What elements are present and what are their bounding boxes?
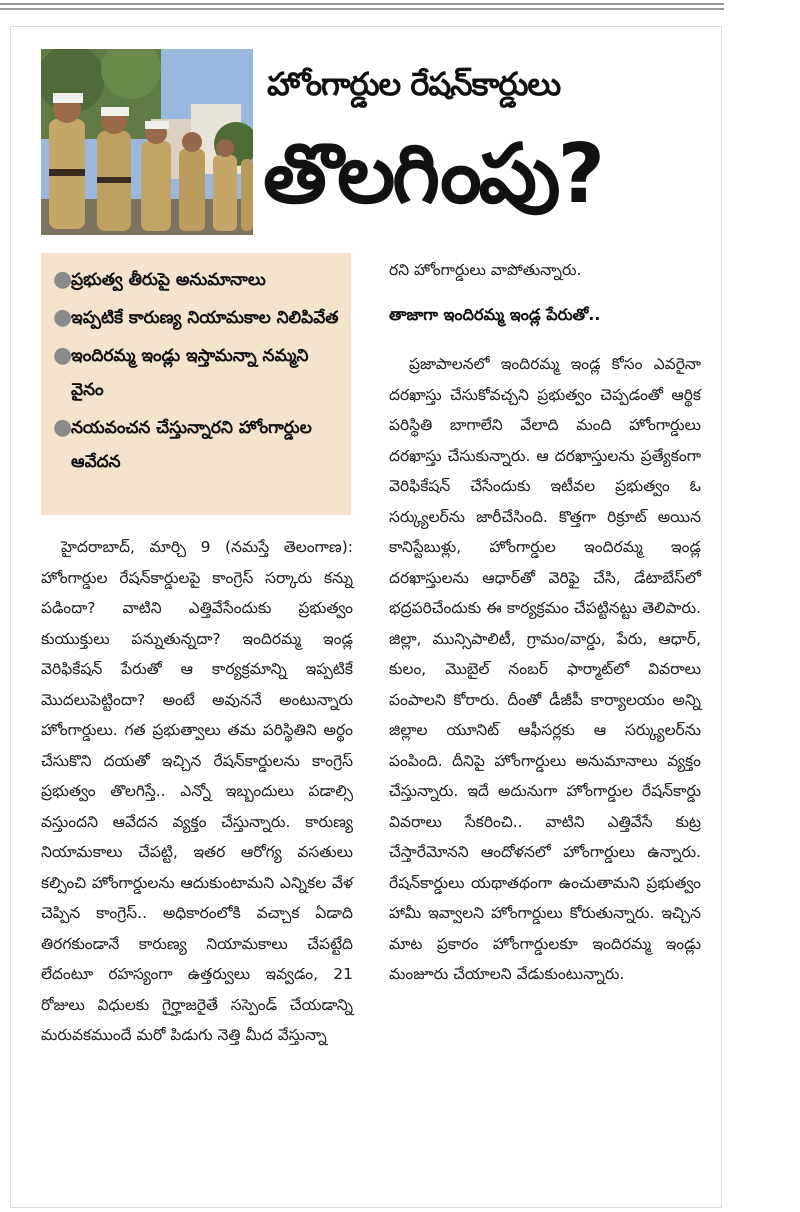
highlight-text: ప్రభుత్వ తీరుపై అనుమానాలు	[71, 270, 266, 290]
article-subheading: తాజాగా ఇందిరమ్మ ఇండ్ల పేరుతో..	[389, 305, 601, 324]
highlight-item	[53, 411, 341, 479]
police-parade-photo	[41, 49, 253, 235]
article-paragraph: ప్రజాపాలనలో ఇందిరమ్మ ఇండ్ల కోసం ఎవరైనా దరఖాస్తు చేసుకోవచ్చని ప్రభుత్వం చెప్పడంతో ఆర్థిక పరిస్థితి బాగాలేని వేలాది మంది హోంగార్డులు దరఖాస్తు చేసుకున్నారు. ఆ దరఖాస్తులను ప్రత్యేకంగా వెరిఫికేషన్ చేసేందుకు ఇటీవల ప్రభుత్వం ఓ సర్క్యులర్‌ను జారీచేసింది. కొత్తగా రిక్రూట్ అయిన కానిస్టేబుళ్లు, హోంగార్డుల ఇందిరమ్మ ఇండ్ల దరఖాస్తులను ఆధార్‌తో వెరిఫై చేసి, డేటాబేస్‌లో భద్రపరిచేందుకు ఈ కార్యక్రమం చేపట్టినట్టు తెలిపారు. జిల్లా, మున్సిపాలిటీ, గ్రామం/వార్డు, పేరు, ఆధార్, కులం, మొబైల్ నంబర్ ఫార్మాట్‌లో వివరాలు పంపాలని కోరారు. దీంతో డీజీపీ కార్యాలయం అన్ని జిల్లాల యూనిట్ ఆఫీసర్లకు ఆ సర్క్యులర్‌ను పంపింది. దీనిపై హోంగార్డులు అనుమానాలు వ్యక్తం చేస్తున్నారు. ఇదే అదునుగా హోంగార్డుల రేషన్‌కార్డు వివరాలు సేకరించి.. వాటిని ఎత్తివేసే కుట్ర చేస్తారేమోనని ఆందోళనలో హోంగార్డులు ఉన్నారు. రేషన్‌కార్డులు యథాతథంగా ఉంచుతామని ప్రభుత్వం హామీ ఇవ్వాలని హోంగార్డులు కోరుతున్నారు. ఇచ్చిన మాట ప్రకారం హోంగార్డులకూ ఇందిరమ్మ ఇండ్లు మంజూరు చేయాలని వేడుకుంటున్నారు.	[389, 355, 701, 983]
highlights-box	[41, 253, 351, 515]
bullet-icon: ●	[53, 305, 73, 330]
highlight-text: నయవంచన చేస్తున్నారని హోంగార్డుల ఆవేదన	[71, 418, 312, 472]
article-body-right	[389, 349, 701, 990]
top-rule	[0, 0, 800, 14]
bullet-icon: ●	[53, 415, 73, 440]
article-paragraph: హైదరాబాద్, మార్చి 9 (నమస్తే తెలంగాణ): హోంగార్డుల రేషన్‌కార్డులపై కాంగ్రెస్ సర్కారు కన్ను పడిందా? వాటిని ఎత్తివేసేందుకు ప్రభుత్వం కుయుక్తులు పన్నుతున్నదా? ఇందిరమ్మ ఇండ్ల వెరిఫికేషన్ పేరుతో ఆ కార్యక్రమాన్ని ఇప్పటికే మొదలుపెట్టిందా? అంటే అవుననే అంటున్నారు హోంగార్డులు. గత ప్రభుత్వాలు తమ పరిస్థితిని అర్థం చేసుకొని దయతో ఇచ్చిన రేషన్‌కార్డులను కాంగ్రెస్ ప్రభుత్వం తొలగిస్తే.. ఎన్నో ఇబ్బందులు పడాల్సి వస్తుందని ఆవేదన వ్యక్తం చేస్తున్నారు. కారుణ్య నియామకాలు చేపట్టి, ఇతర ఆరోగ్య వసతులు కల్పించి హోంగార్డులను ఆదుకుంటామని ఎన్నికల వేళ చెప్పిన కాంగ్రెస్.. అధికారంలోకి వచ్చాక ఏడాది తిరగకుండానే కారుణ్య నియామకాలు చేపట్టేది లేదంటూ రహస్యంగా ఉత్తర్వులు ఇవ్వడం, 21 రోజులు విధులకు గైర్హాజరైతే సస్పెండ్ చేయడాన్ని మరువకముందే మరో పిడుగు నెత్తి మీద వేస్తున్నా	[41, 538, 353, 1044]
bullet-icon: ●	[53, 343, 73, 368]
highlight-item	[53, 263, 341, 297]
highlight-text: ఇప్పటికే కారుణ్య నియామకాల నిలిపివేత	[71, 308, 339, 328]
headline-main: తొలగింపు?	[263, 127, 603, 222]
bullet-icon: ●	[53, 267, 73, 292]
news-clipping	[10, 26, 722, 1208]
article-continuation: రని హోంగార్డులు వాపోతున్నారు.	[389, 261, 582, 279]
highlight-item	[53, 301, 341, 335]
highlight-text: ఇందిరమ్మ ఇండ్లు ఇస్తామన్నా నమ్మని వైనం	[71, 346, 309, 400]
highlight-item	[53, 339, 341, 407]
headline-kicker: హోంగార్డుల రేషన్‌కార్డులు	[267, 65, 561, 103]
police-parade-photo-image	[41, 49, 253, 235]
article-body-left	[41, 532, 353, 1051]
